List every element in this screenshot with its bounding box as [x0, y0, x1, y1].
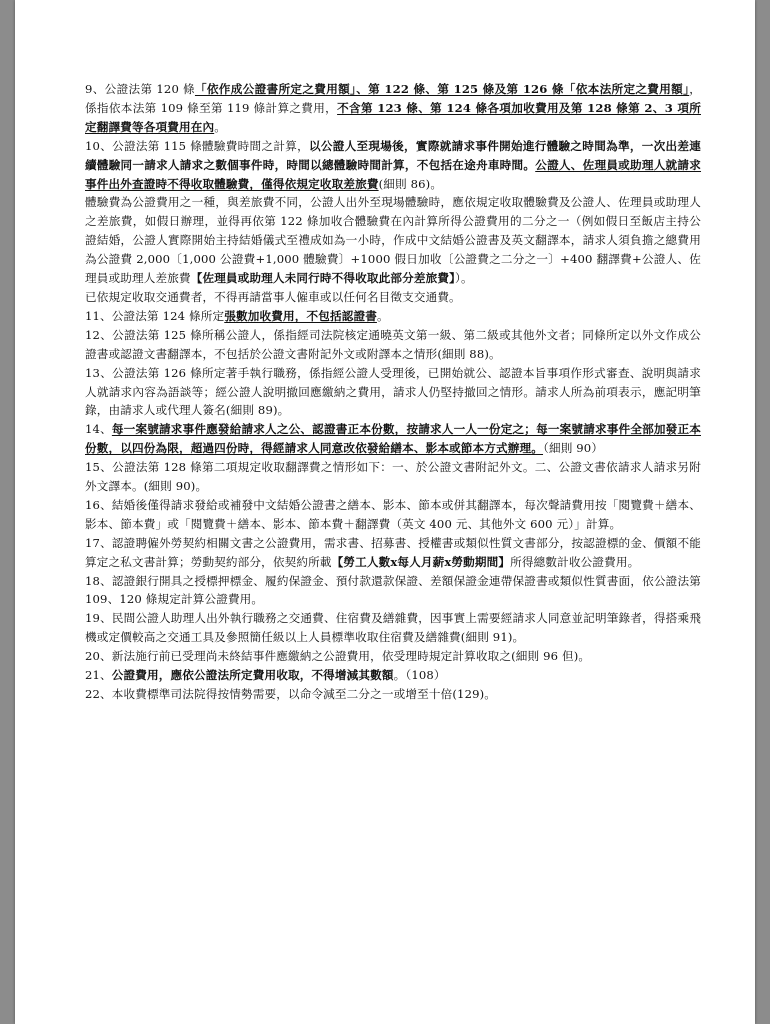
text-span: 15、公證法第 128 條第二項規定收取翻譯費之情形如下：一、於公證文書附記外文。二、公證文書依請求人請求另附外文譯本。(細則 90)。 — [85, 460, 701, 494]
text-span: 19、民間公證人助理人出外執行職務之交通費、住宿費及繕雜費，因事實上需要經請求人同意並記明筆錄者，得搭乘飛機或定價較高之交通工具及參照簡任級以上人員標準收取住宿費及繕雜費(細則 91)。 — [85, 611, 701, 645]
text-span: 9、公證法第 120 條 — [85, 82, 195, 96]
paragraph — [85, 288, 701, 307]
paragraph — [85, 137, 701, 194]
text-span: 。 — [376, 308, 389, 323]
paragraph — [85, 307, 701, 326]
text-span: 17、認證聘僱外勞契約相關文書之公證費用，需求書、招募書、授權書或類似性質文書部分，按認證標的金、價額不能算定之私文書計算；勞動契約部分，依契約所載 — [85, 535, 701, 569]
paragraph — [85, 80, 701, 137]
paragraph — [85, 193, 701, 288]
paragraph — [85, 420, 701, 458]
text-span: 22、本收費標準司法院得按情勢需要，以命令減至二分之一或增至十倍(129)。 — [85, 687, 497, 701]
paragraph — [85, 326, 701, 364]
text-span: 已依規定收取交通費者，不得再請當事人僱車或以任何名目徵支交通費。 — [85, 289, 461, 304]
text-span: 12、公證法第 125 條所稱公證人，係指經司法院核定通曉英文第一級、第二級或其他外文者；同條所定以外文作成公證書或認證文書翻譯本，不包括於公證文書附記外文或附譯本之情形(細則 88)。 — [85, 327, 701, 361]
text-span: 所得總數計收公證費用。 — [510, 554, 640, 569]
paragraph — [85, 609, 701, 647]
text-span: 11、公證法第 124 條所定 — [85, 308, 225, 323]
emphasized-text: 公證費用，應依公證法所定費用收取，不得增減其數額 — [111, 668, 394, 683]
text-span: 14、 — [85, 422, 112, 437]
text-span: 13、公證法第 126 條所定著手執行職務，係指經公證人受理後，已開始就公、認證本旨事項作形式審查、說明與請求人就請求內容為語談等；經公證人說明撤回應繳納之費用，請求人仍堅持撤回之情形。請求人所為前項表示，應記明筆錄，由請求人或代理人簽名(細則 89)。 — [85, 365, 701, 418]
text-span: 20、新法施行前已受理尚未終結事件應繳納之公證費用，依受理時規定計算收取之(細則 96 但)。 — [85, 649, 591, 664]
paragraph — [85, 685, 701, 704]
text-span: 。 — [214, 119, 226, 134]
text-span: 18、認證銀行開具之授標押標金、履約保證金、預付款還款保證、差額保證金連帶保證書或類似性質書面，依公證法第 109、120 條規定計算公證費用。 — [85, 573, 701, 607]
emphasized-text: 「依作成公證書所定之費用額」、第 122 條、第 125 條及第 126 條「依本法所定之費用額」 — [194, 82, 690, 96]
text-span: 體驗費為公證費用之一種，與差旅費不同，公證人出外至現場體驗時，應依規定收取體驗費及公證人、佐理員或助理人之差旅費，如假日辦理，並得再依第 122 條加收合體驗費在內計算所得公證費用的二分之一（例如假日至飯店主持公證結婚，公證人實際開始主持結婚儀式至禮成如為一小時，作成中文結婚公證書及英文翻譯本，請求人須負擔之總費用為公證費 2,000〔1,000 公證費+1,000 體驗費〕+1000 假日加收〔公證費之二分之一〕+400 翻譯費+公證人、佐理員或助理人差旅費 — [85, 195, 701, 286]
text-span: 21、 — [85, 668, 112, 683]
paragraph — [85, 572, 701, 610]
text-span: (細則 86)。 — [378, 176, 443, 191]
document-body — [85, 80, 701, 704]
emphasized-text: 【佐理員或助理人未同行時不得收取此部分差旅費】 — [190, 271, 456, 286]
text-span: （細則 90） — [543, 441, 604, 456]
text-span: 。（108） — [393, 668, 446, 683]
paragraph — [85, 364, 701, 421]
emphasized-text: 每一案號請求事件應發給請求人之公、認證書正本份數，按請求人一人一份定之；每一案號請求事件全部加發正本份數，以四份為限，超過四份時，得經請求人同意改依發給繕本、影本或節本方式辦理。 — [85, 422, 701, 456]
emphasized-text: 【勞工人數x每人月薪x勞動期間】 — [331, 554, 511, 569]
emphasized-text: 公證人、佐理員或助理人就請求事件出外查證時不得收取體驗費，僅得依規定收取差旅費 — [85, 157, 702, 191]
text-span: ）。 — [455, 271, 473, 286]
paragraph — [85, 458, 701, 496]
paragraph — [85, 496, 701, 534]
emphasized-text: 張數加收費用，不包括認證書 — [224, 308, 377, 323]
paragraph — [85, 666, 701, 685]
emphasized-text: 不含第 123 條、第 124 條各項加收費用及第 128 條第 2、3 項所定翻譯費等各項費用在內 — [85, 100, 701, 134]
paragraph — [85, 647, 701, 666]
paragraph — [85, 534, 701, 572]
emphasized-text: 以公證人至現場後，實際就請求事件開始進行體驗之時間為準，一次出差連續體驗同一請求人請求之數個事件時，時間以總體驗時間計算，不包括在途舟車時間。 — [85, 138, 702, 172]
text-span: 10、公證法第 115 條體驗費時間之計算， — [85, 138, 309, 153]
text-span: ，係指依本法第 109 條至第 119 條計算之費用， — [85, 82, 701, 115]
text-span: 16、結婚後僅得請求發給或補發中文結婚公證書之繕本、影本、節本或併其翻譯本，每次聲請費用按「閱覽費＋繕本、影本、節本費」或「閱覽費＋繕本、影本、節本費＋翻譯費（英文 400 元、其他外文 600 元）」計算。 — [85, 497, 701, 531]
document-page — [15, 0, 755, 1024]
